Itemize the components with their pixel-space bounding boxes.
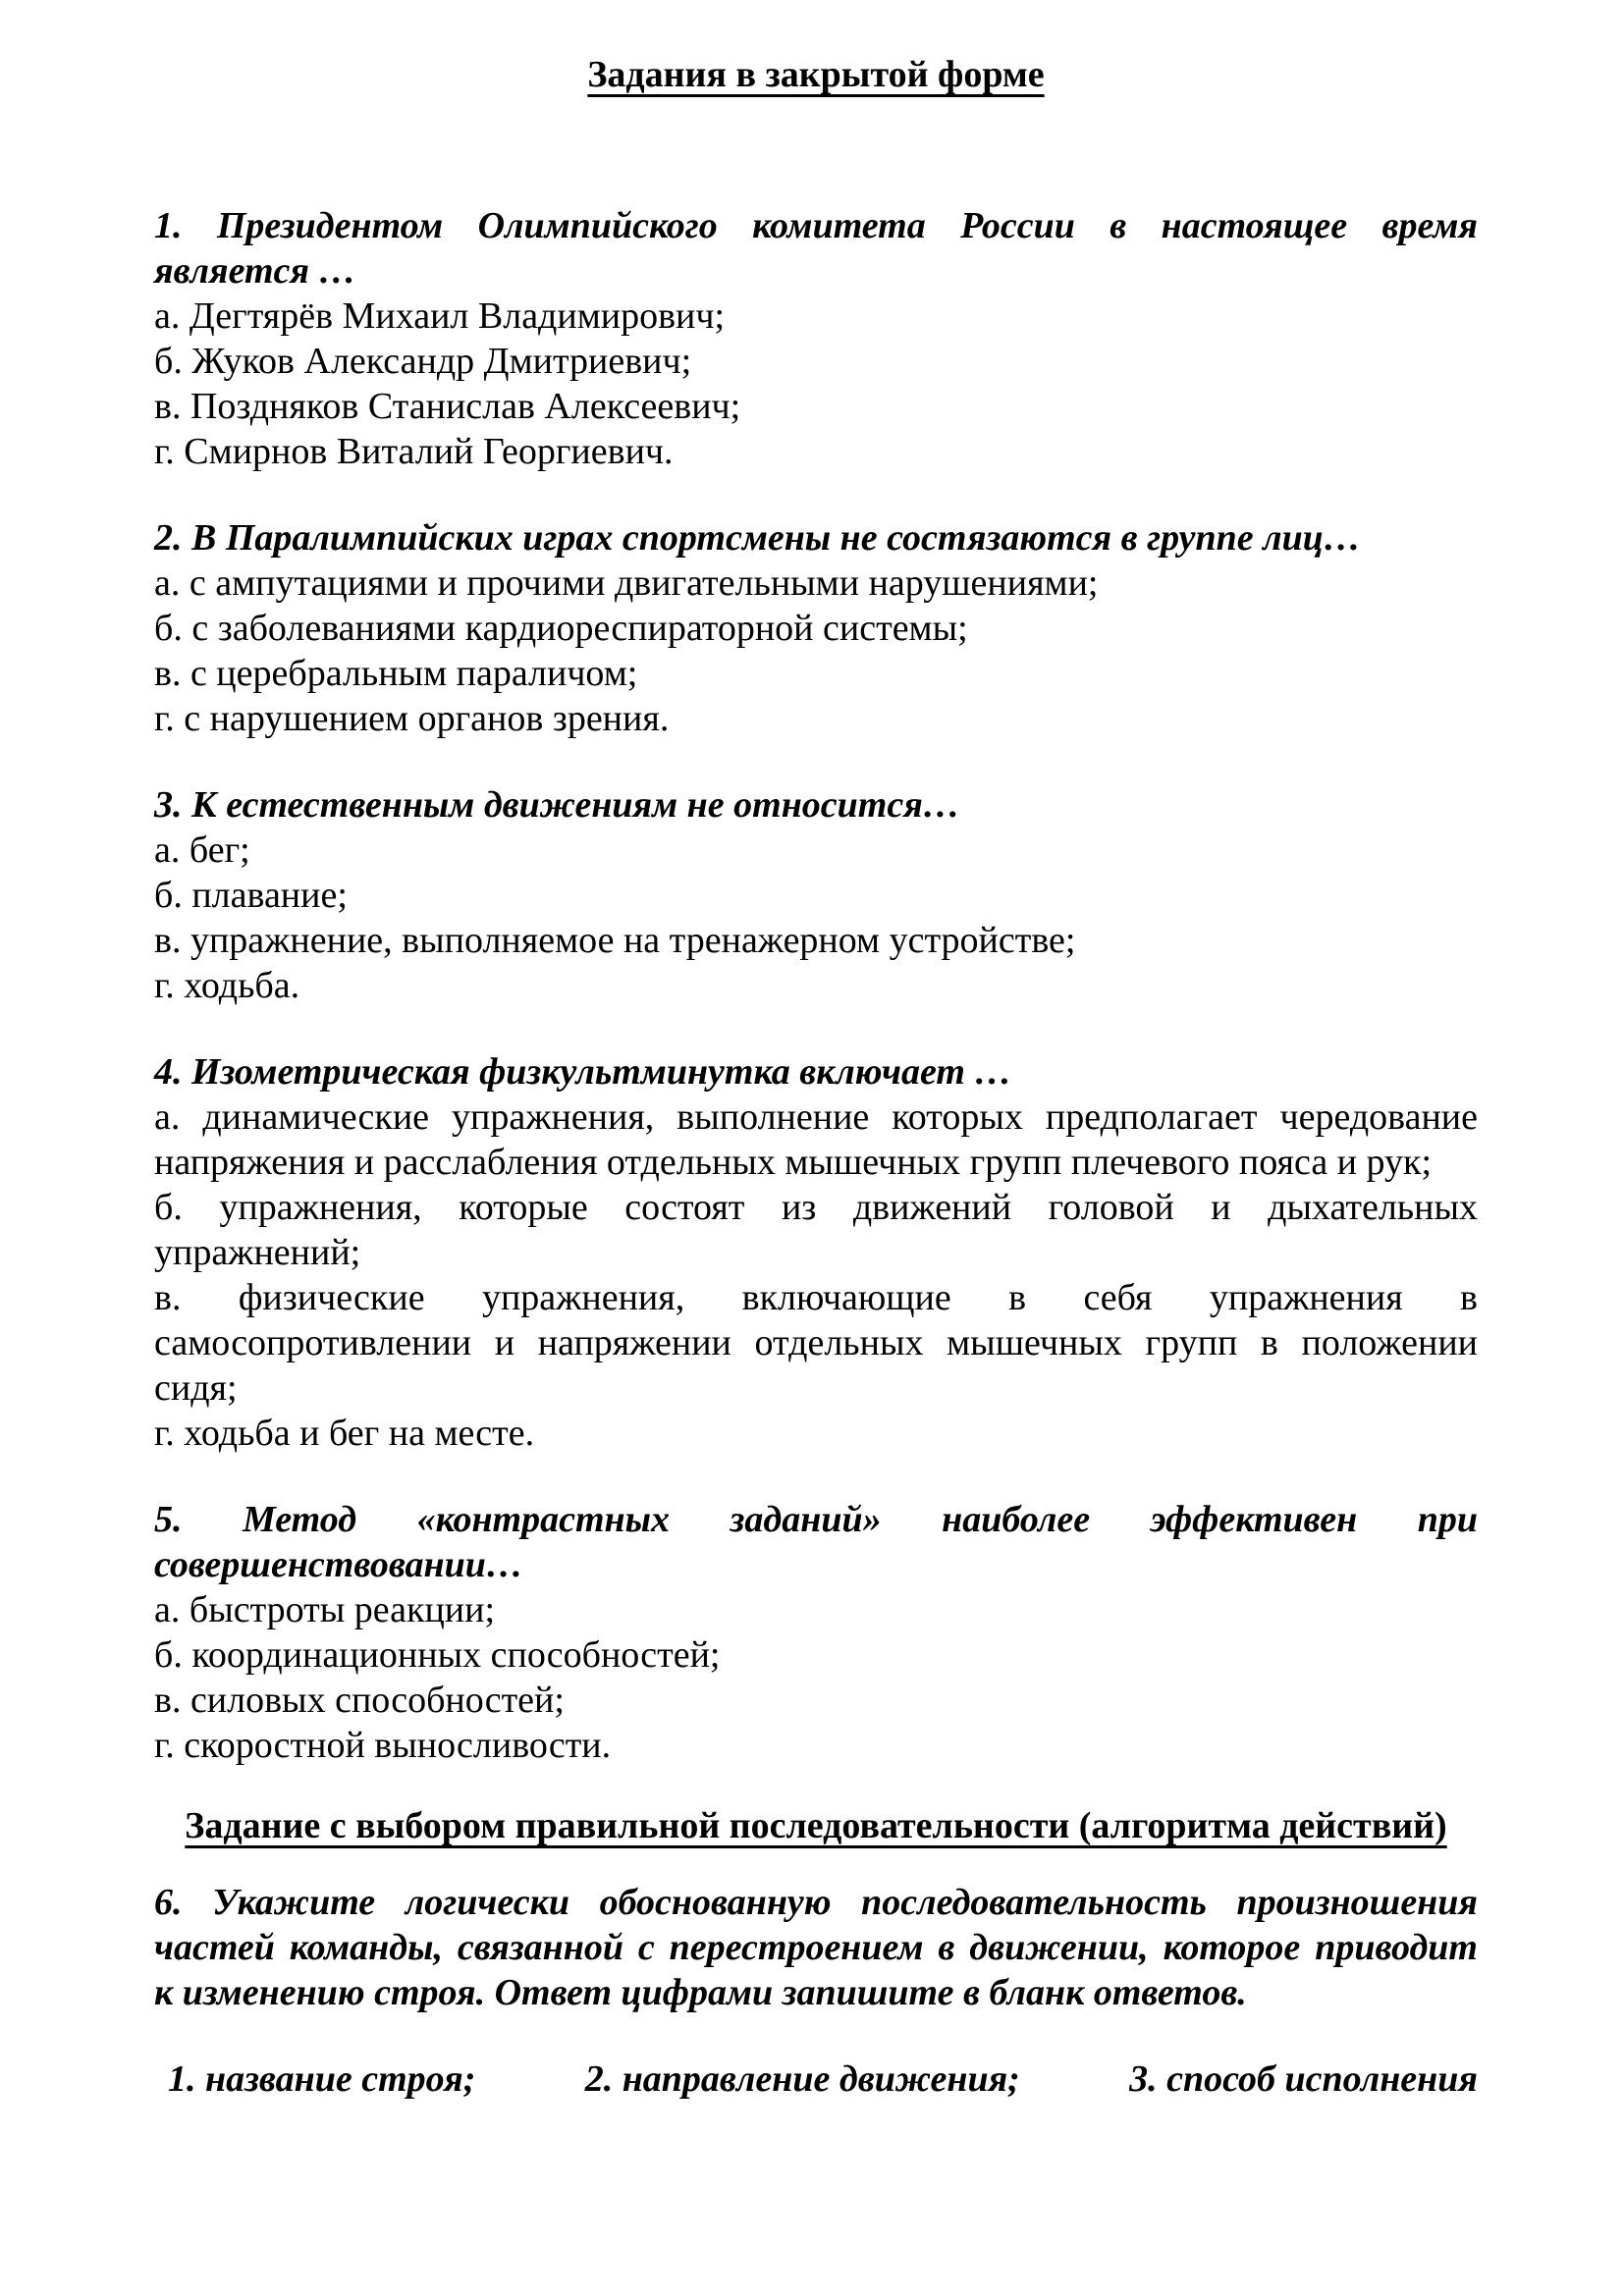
question-3-option-v [154, 918, 1478, 963]
option-line: а. с ампутациями и прочими двигательными нарушениями; [154, 562, 1099, 604]
stem-line: 4. Изометрическая физкультминутка включает … [154, 1051, 1012, 1093]
question-5-option-b [154, 1632, 1478, 1678]
question-5-option-g [154, 1723, 1478, 1768]
stem-line: 2. В Паралимпийских играх спортсмены не состязаются в группе лиц… [154, 517, 1361, 559]
option-line: в. силовых способностей; [154, 1680, 565, 1721]
stem-line: 5. Метод «контрастных заданий» наиболее эффективен при [154, 1499, 1478, 1540]
question-1-option-v [154, 384, 1478, 429]
question-2 [154, 515, 1478, 741]
sequence-item-2: 2. направление движения; [584, 2058, 1020, 2100]
question-6 [154, 1880, 1478, 2015]
question-4-stem [154, 1049, 1478, 1095]
question-1-option-a [154, 294, 1478, 339]
question-2-option-g [154, 696, 1478, 741]
option-line: г. ходьба и бег на месте. [154, 1413, 535, 1454]
question-4 [154, 1049, 1478, 1456]
question-1 [154, 203, 1478, 474]
option-line: в. Поздняков Станислав Алексеевич; [154, 386, 741, 427]
option-line: б. Жуков Александр Дмитриевич; [154, 341, 692, 382]
option-line: а. быстроты реакции; [154, 1589, 496, 1630]
question-1-option-g [154, 429, 1478, 474]
question-2-option-b [154, 606, 1478, 651]
question-3-stem [154, 782, 1478, 828]
question-3 [154, 782, 1478, 1008]
option-line: в. физические упражнения, включающие в себя упражнения в [154, 1277, 1478, 1318]
question-1-option-b [154, 339, 1478, 384]
question-4-option-v [154, 1275, 1478, 1411]
question-5-option-v [154, 1678, 1478, 1723]
option-line: самосопротивлении и напряжении отдельных мышечных групп в положении [154, 1322, 1478, 1363]
option-line: б. с заболеваниями кардиореспираторной системы; [154, 608, 968, 649]
stem-line: к изменению строя. Ответ цифрами запишите в бланк ответов. [154, 1972, 1247, 2013]
stem-line: 1. Президентом Олимпийского комитета России в настоящее время [154, 205, 1478, 246]
option-line: а. бег; [154, 829, 250, 871]
sequence-item-3: 3. способ исполнения [1129, 2058, 1478, 2100]
option-line: напряжения и расслабления отдельных мышечных групп плечевого пояса и рук; [154, 1142, 1433, 1183]
question-4-option-a [154, 1095, 1478, 1185]
section-title-sequence-text: Задание с выбором правильной последовательности (алгоритма действий) [185, 1805, 1447, 1846]
option-line: г. с нарушением органов зрения. [154, 698, 670, 739]
question-2-option-a [154, 561, 1478, 606]
option-line: г. скоростной выносливости. [154, 1725, 612, 1766]
option-line: в. с церебральным параличом; [154, 653, 638, 694]
stem-line: является … [154, 250, 356, 292]
question-6-stem [154, 1880, 1478, 2015]
option-line: а. Дегтярёв Михаил Владимирович; [154, 295, 726, 337]
question-3-option-b [154, 873, 1478, 918]
question-2-option-v [154, 651, 1478, 696]
question-5-stem [154, 1497, 1478, 1587]
question-2-stem [154, 515, 1478, 561]
option-line: б. упражнения, которые состоят из движений головой и дыхательных [154, 1187, 1478, 1228]
option-line: в. упражнение, выполняемое на тренажерном устройстве; [154, 920, 1076, 961]
option-line: упражнений; [154, 1232, 361, 1273]
stem-line: 3. К естественным движениям не относится… [154, 784, 960, 826]
option-line: б. координационных способностей; [154, 1634, 721, 1676]
stem-line: 6. Укажите логически обоснованную последовательность произношения [154, 1882, 1478, 1923]
option-line: сидя; [154, 1367, 238, 1409]
question-3-option-g [154, 963, 1478, 1008]
sequence-item-1: 1. название строя; [168, 2058, 476, 2100]
option-line: б. плавание; [154, 875, 348, 916]
section-title-sequence [154, 1803, 1478, 1848]
question-4-option-b [154, 1185, 1478, 1275]
question-5-option-a [154, 1587, 1478, 1632]
section-title-closed-form [154, 52, 1478, 97]
question-1-stem [154, 203, 1478, 294]
option-line: г. ходьба. [154, 965, 300, 1006]
stem-line: совершенствовании… [154, 1544, 523, 1585]
stem-line: частей команды, связанной с перестроением в движении, которое приводит [154, 1927, 1478, 1968]
sequence-items-row [154, 2056, 1478, 2102]
option-line: а. динамические упражнения, выполнение которых предполагает чередование [154, 1096, 1478, 1138]
question-5 [154, 1497, 1478, 1768]
question-3-option-a [154, 828, 1478, 873]
section-title-closed-form-text: Задания в закрытой форме [587, 54, 1045, 95]
question-4-option-g [154, 1411, 1478, 1456]
option-line: г. Смирнов Виталий Георгиевич. [154, 431, 674, 472]
